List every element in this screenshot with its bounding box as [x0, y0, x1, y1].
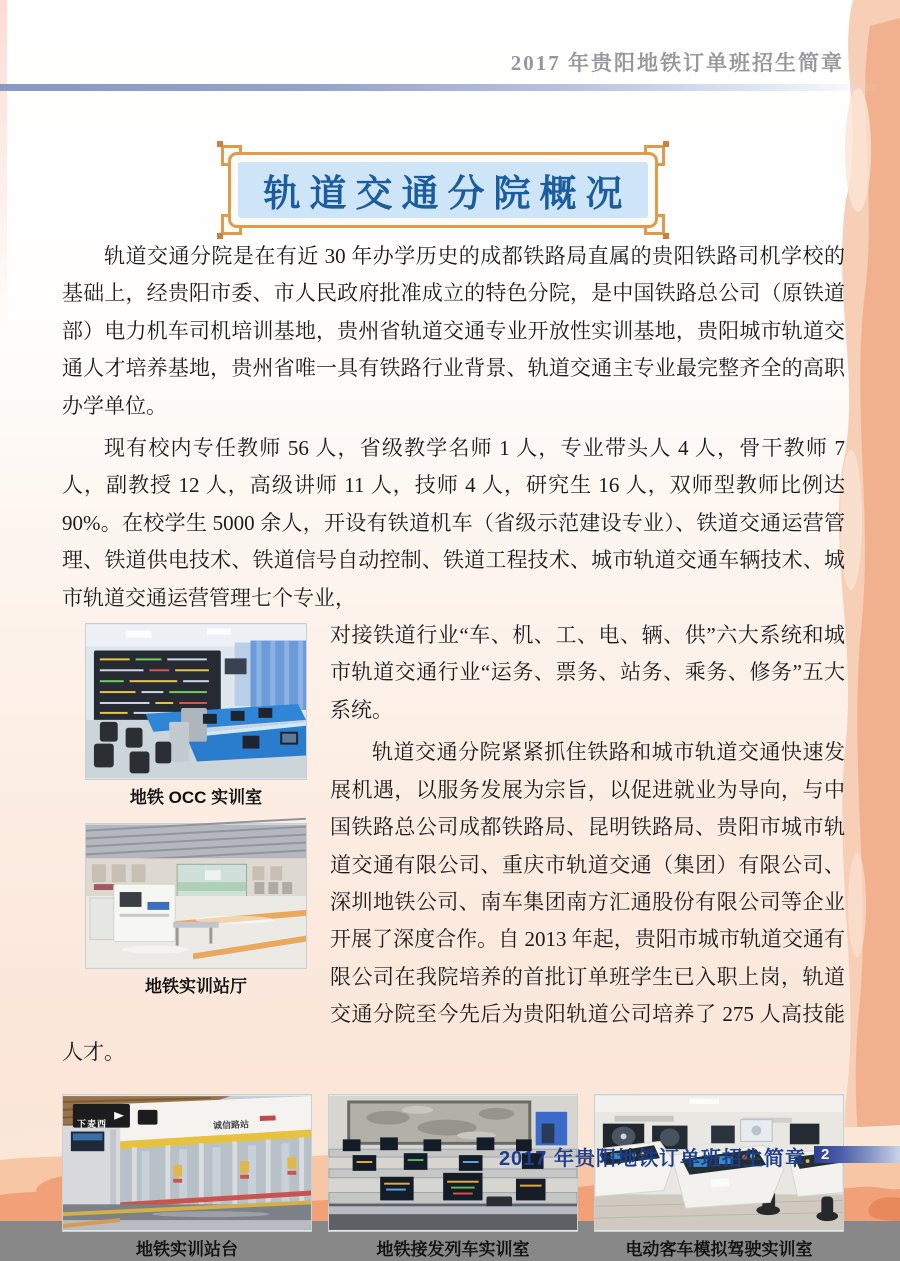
footer-title: 2017 年贵阳地铁订单班招生简章 — [498, 1148, 806, 1170]
header-divider — [0, 84, 882, 91]
paragraph: 对接铁道行业“车、机、工、电、辆、供”六大系统和城市轨道交通行业“运务、票务、站务、乘务、修务”五大系统。 — [330, 623, 845, 722]
page-title: 轨道交通分院概况 — [263, 174, 632, 215]
figure-occ-room — [85, 623, 307, 809]
occ-room-illustration — [86, 624, 306, 779]
figure-platform — [62, 1094, 312, 1261]
occ-room-photo — [85, 623, 307, 780]
page-number-tab — [814, 1146, 900, 1163]
body-text — [62, 238, 845, 1261]
paragraph: 轨道交通分院紧紧抓住铁路和城市轨道交通快速发展机遇，以服务发展为宗旨，以促进就业为导向，与中国铁路总公司成都铁路局、昆明铁路局、贵阳市城市轨道交通有限公司、重庆市轨道交通（集团）有限公司、深圳地铁公司、南车集团南方汇通股份有限公司等企业开展了深度合作。自 2013 年起，贵阳市城市轨道交通有限公司在我院培养的首批订单班学生已入职上岗，轨道交通分院至今先后为贵阳轨道公司培养了 275 人高技能人才。 — [62, 740, 845, 1064]
figure-caption: 地铁 OCC 实训室 — [129, 788, 263, 808]
figure-driving-sim-lab — [594, 1094, 844, 1261]
figure-caption: 地铁接发列车实训室 — [376, 1239, 530, 1259]
page-number: 2 — [821, 1146, 830, 1163]
station-hall-illustration — [86, 824, 306, 968]
platform-illustration — [63, 1095, 311, 1231]
section-title-box — [228, 152, 658, 228]
station-hall-photo — [85, 823, 307, 969]
paragraph: 现有校内专任教师 56 人，省级教学名师 1 人，专业带头人 4 人，骨干教师 7 人，副教授 12 人，高级讲师 11 人，技师 4 人，研究生 16 人，双师型教师比例达 90%。在校学生 5000 余人，开设有铁道机车（省级示范建设专业）、铁道交通运营管理、铁道供电技术、铁道信号自动控制、铁道工程技术、城市轨道交通车辆技术、城市轨道交通运营管理七个专业， — [62, 436, 845, 610]
figure-caption: 电动客车模拟驾驶实训室 — [625, 1239, 813, 1259]
header-title: 2017 年贵阳地铁订单班招生简章 — [510, 51, 844, 75]
figure-caption: 地铁实训站厅 — [145, 977, 247, 997]
frame-corner-icon — [644, 214, 665, 235]
figure-caption: 地铁实训站台 — [136, 1239, 238, 1259]
platform-photo — [62, 1094, 312, 1232]
station-name-sign: 诚信路站 — [212, 1119, 250, 1131]
paragraph: 轨道交通分院是在有近 30 年办学历史的成都铁路局直属的贵阳铁路司机学校的基础上，经贵阳市委、市人民政府批准成立的特色分院，是中国铁路总公司（原铁道部）电力机车司机培训基地，贵州省轨道交通专业开放性实训基地，贵阳城市轨道交通人才培养基地，贵州省唯一具有铁路行业背景、轨道交通主专业最完整齐全的高职办学单位。 — [62, 244, 845, 418]
title-panel — [238, 162, 648, 218]
ornamental-frame — [228, 152, 658, 228]
left-figure-column — [62, 617, 330, 998]
figure-station-hall — [85, 823, 307, 998]
figure-dispatch-lab — [328, 1094, 578, 1261]
destination-sign-label: 下麦西 — [77, 1118, 108, 1129]
